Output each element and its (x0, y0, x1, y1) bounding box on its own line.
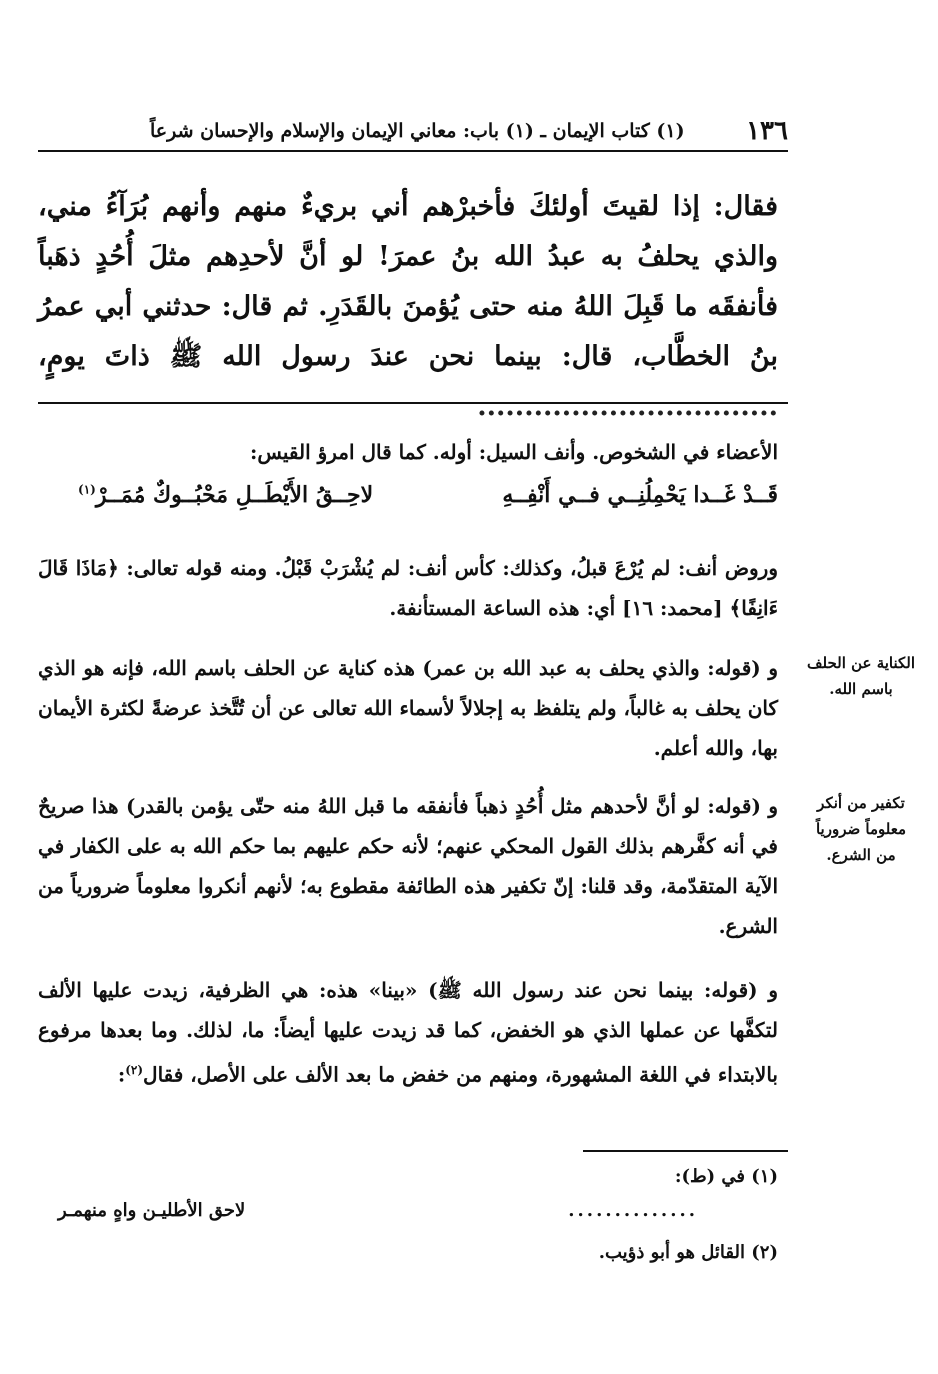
commentary-para2: و (قوله: والذي يحلف به عبد الله بن عمر) هذه كناية عن الحلف باسم الله، فإنه هو الذي كان يحلف به غالباً، ولم يتلفظ به إجلالاً لأسماء الله تعالى عن أن تُتَّخذ عرضةً لكثرة الأيمان بها، والله أعلم. (38, 656, 779, 760)
para4-end: : (117, 1062, 126, 1087)
verse-second-hemistich (78, 482, 373, 508)
hadith-continuation-dots: ................................ (477, 391, 778, 422)
footnote-1-dots: .............. (568, 1200, 698, 1221)
running-head: (١) كتاب الإيمان ـ (١) باب: معاني الإيمان والإسلام والإحسان شرعاً (150, 120, 685, 142)
footnote-2: (٢) القائل هو أبو ذؤيب. (598, 1242, 778, 1263)
text-commentary-separator (38, 402, 788, 404)
footnote-1: (١) في (ط): (674, 1166, 778, 1187)
hadith-text (38, 182, 778, 432)
para4-text: و (قوله: بينما نحن عند رسول الله ﷺ) «بينا» هذه: هي الظرفية، زيدت عليها الألف لتكفَّها عن عملها الذي هو الخفض، كما قد زيدت عليها أيضاً: ما، لذلك. وما بعدها مرفوع بالابتداء في اللغة المشهورة، ومنهم من خفض ما بعد الألف على الأصل، فقال (38, 978, 778, 1087)
poetry-verse (38, 482, 778, 526)
commentary-para1: وروض أنف: لم يُرْعَ قبلُ، وكذلك: كأس أنف: لم يُشْرَبْ قَبْلُ. ومنه قوله تعالى: ﴿مَاذَا قَالَ ءَانِفًا﴾ [محمد: ١٦] أي: هذه الساعة المستأنفة. (38, 556, 778, 620)
commentary-para3: و (قوله: لو أنَّ لأحدهم مثل أُحُدٍ ذهباً فأنفقه ما قبل اللهُ منه حتّى يؤمن بالقدر) هذا صريحٌ في أنه كفَّرهم بذلك القول المحكي عنهم؛ لأنه حكم عليهم بما حكم الله به على الكفار في الآية المتقدّمة، وقد قلنا: إنّ تكفير هذه الطائفة مقطوع به؛ لأنهم أنكروا معلوماً ضرورياً من الشرع. (38, 794, 778, 938)
footnote-ref-1: (١) (78, 482, 96, 497)
margin-note-takfir: تكفير من أنكر معلوماً ضرورياً من الشرع. (815, 794, 907, 864)
margin-note-oath: الكناية عن الحلف باسم الله. (806, 654, 916, 698)
page-number: ١٣٦ (746, 116, 788, 146)
header-rule (38, 150, 788, 152)
footnote-rule (583, 1150, 788, 1152)
footnote-1-verse (38, 1200, 778, 1230)
verse-first-hemistich: قَــدْ غَــدا يَحْمِلُنِــي فــي أَنْفِــهِ (502, 482, 778, 508)
commentary-para4 (38, 970, 778, 1095)
footnote-1-hemistich: لاحق الأطليـن واهٍ منهمـر (58, 1200, 246, 1221)
hadith-body: فقال: إذا لقيتَ أولئكَ فأخبرْهم أني بريءٌ منهم وأنهم بُرَآءُ مني، والذي يحلفُ به عبدُ الله بنُ عمرَ! لو أنَّ لأحدِهم مثلَ أُحُدٍ ذهَباً فأنفقَه ما قَبِلَ اللهُ منه حتى يُؤمنَ بالقَدَرِ. ثم قال: حدثني أبي عمرُ بنُ الخطَّاب، قال: بينما نحن عندَ رسول الله ﷺ ذاتَ يومٍ، (38, 191, 778, 372)
commentary-line1: الأعضاء في الشخوص. وأنف السيل: أوله. كما قال امرؤ القيس: (249, 440, 778, 464)
footnote-ref-2: (٢) (125, 1063, 144, 1077)
verse-second-text: لاحِــقُ الأَيْطَــلِ مَحْبُــوكٌ مُمَــرْ (95, 482, 374, 508)
